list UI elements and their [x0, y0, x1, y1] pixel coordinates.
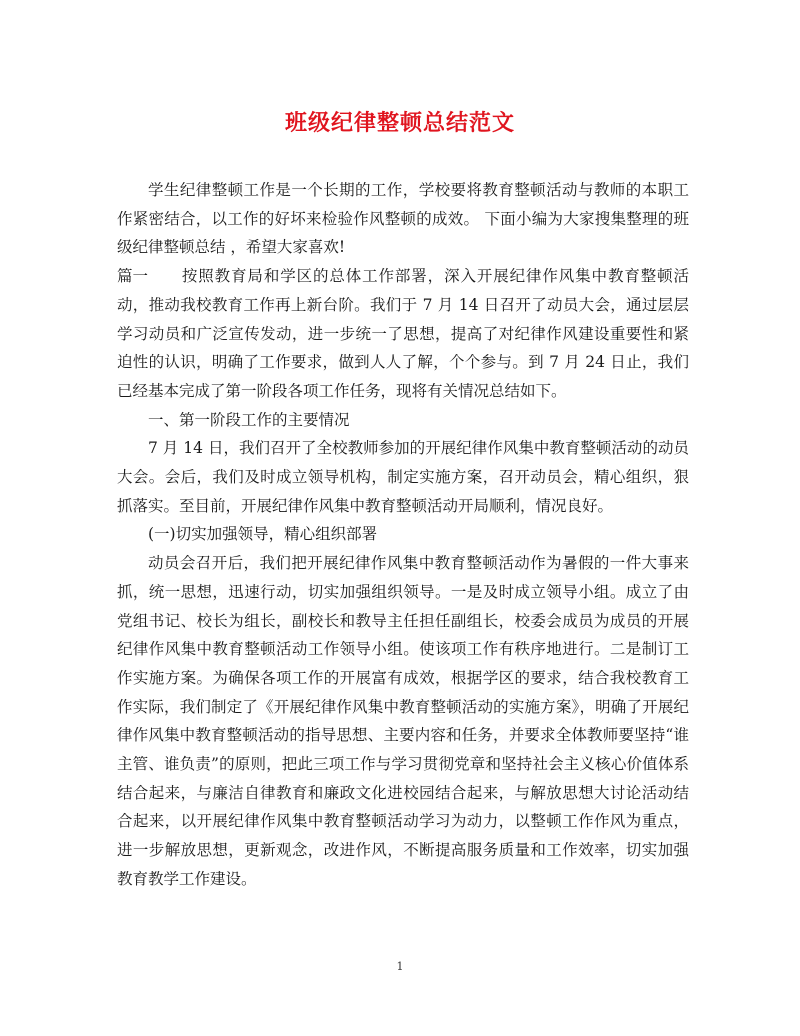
document-body: [117, 176, 689, 894]
section-text: 按照教育局和学区的总体工作部署，深入开展纪律作风集中教育整顿活动，推动我校教育工作再上新台阶。我们于 7 月 14 日召开了动员大会，通过层层学习动员和广泛宣传发动，进一步统一了思想，提高了对纪律作风建设重要性和紧迫性的认识，明确了工作要求，做到人人了解，个个参与。到 7 月 24 日止，我们已经基本完成了第一阶段各项工作任务，现将有关情况总结如下。: [117, 267, 689, 400]
page-number: 1: [396, 960, 404, 973]
section-paragraph: [117, 262, 689, 406]
paragraph-first-stage: 7 月 14 日，我们召开了全校教师参加的开展纪律作风集中教育整顿活动的动员大会。会后，我们及时成立领导机构，制定实施方案，召开动员会，精心组织，狠抓落实。至目前，开展纪律作风集中教育整顿活动开局顺利，情况良好。: [117, 439, 689, 515]
intro-paragraph: 学生纪律整顿工作是一个长期的工作，学校要将教育整顿活动与教师的本职工作紧密结合，以工作的好坏来检验作风整顿的成效。 下面小编为大家搜集整理的班级纪律整顿总结 ，希望大家喜欢!: [117, 181, 689, 257]
paragraph-leadership: 动员会召开后，我们把开展纪律作风集中教育整顿活动作为暑假的一件大事来抓，统一思想，迅速行动，切实加强组织领导。一是及时成立领导小组。成立了由党组书记、校长为组长，副校长和教导主任担任副组长，校委会成员为成员的开展纪律作风集中教育整顿活动工作领导小组。使该项工作有秩序地进行。二是制订工作实施方案。为确保各项工作的开展富有成效，根据学区的要求，结合我校教育工作实际，我们制定了《开展纪律作风集中教育整顿活动的实施方案》，明确了开展纪律作风集中教育整顿活动的指导思想、主要内容和任务，并要求全体教师要坚持“谁主管、谁负责”的原则，把此三项工作与学习贯彻党章和坚持社会主义核心价值体系结合起来，与廉洁自律教育和廉政文化进校园结合起来，与解放思想大讨论活动结合起来，以开展纪律作风集中教育整顿活动学习为动力，以整顿工作作风为重点，进一步解放思想，更新观念，改进作风，不断提高服务质量和工作效率，切实加强教育教学工作建设。: [117, 554, 689, 888]
heading-first-stage: 一、第一阶段工作的主要情况: [148, 410, 350, 429]
section-label: 篇一: [117, 267, 149, 286]
document-title: 班级纪律整顿总结范文: [284, 110, 515, 136]
heading-leadership: (一)切实加强领导，精心组织部署: [148, 525, 378, 544]
